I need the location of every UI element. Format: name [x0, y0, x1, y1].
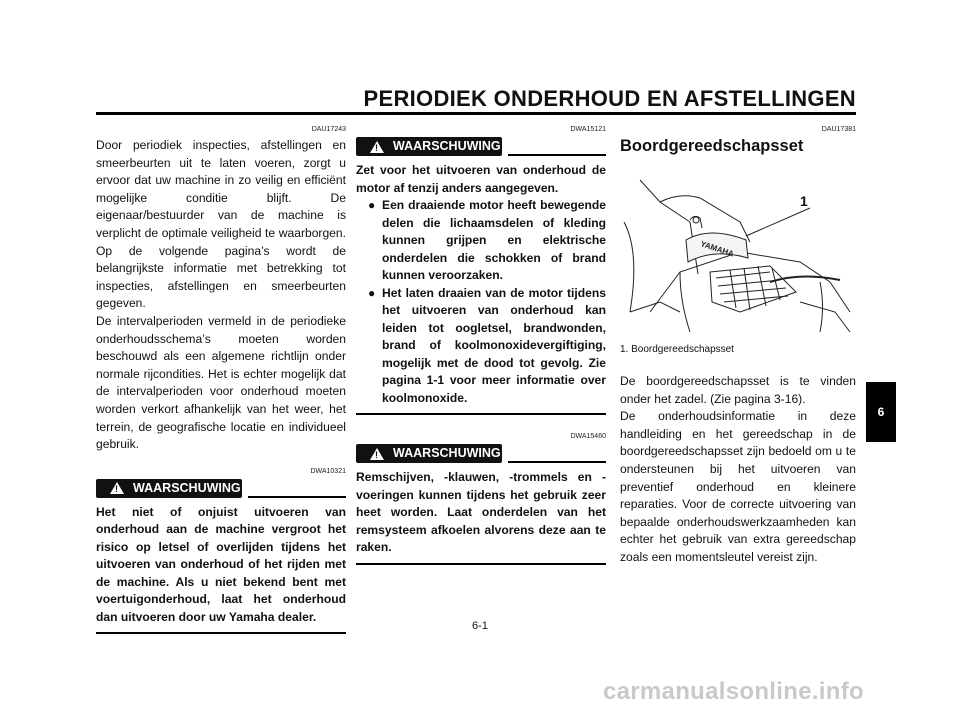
section-code: DAU17243: [311, 126, 346, 133]
warning1-bullets: [356, 197, 606, 407]
warning2-badge: [356, 444, 502, 463]
page-header-title: PERIODIEK ONDERHOUD EN AFSTELLINGEN: [363, 86, 856, 111]
bullet-item: [368, 197, 606, 285]
warning-label: WAARSCHUWING: [133, 480, 241, 495]
column-3: [620, 126, 856, 567]
watermark: carmanualsonline.info: [602, 678, 864, 705]
section-code: DAU17381: [821, 126, 856, 133]
toolkit-text: [620, 373, 856, 567]
figure-caption: 1. Boordgereedschapsset: [620, 344, 734, 355]
warning1-end-rule: [356, 413, 606, 415]
interval-paragraph: De intervalperioden vermeld in de periodieke onderhoudsschema’s moeten worden beschouwd als een algemene richtlijn onder normale rijcondities. Het is echter mogelijk dat de intervalperioden voor onderhoud moeten worden verkort afhankelijk van het weer, het terrein, de geografische locatie en individueel gebruik.: [96, 313, 346, 452]
warning1-label: WAARSCHUWING: [393, 139, 501, 153]
warning-block: [96, 479, 346, 635]
section-title: Boordgereedschapsset: [620, 137, 804, 155]
warning-header-rule: [248, 496, 346, 498]
warning-triangle-icon: !: [370, 141, 384, 153]
warning1-block: [356, 137, 606, 415]
warning1-header-rule: [508, 154, 606, 156]
warning1-text: Zet voor het uitvoeren van onderhoud de motor af tenzij anders aangegeven.: [356, 163, 606, 195]
column-2: [356, 126, 606, 565]
warning-code: DWA10321: [310, 467, 346, 475]
toolkit-illustration: [620, 162, 856, 338]
chapter-tab: 6: [866, 382, 896, 442]
page-number: 6-1: [472, 620, 488, 632]
column-1: [96, 126, 346, 634]
toolkit-paragraph-1: De boordgereedschapsset is te vinden onder het zadel. (Zie pagina 3-16).: [620, 374, 856, 406]
warning1-badge: [356, 137, 502, 156]
figure-callout-number: 1: [800, 193, 808, 209]
warning-triangle-icon: !: [110, 482, 124, 494]
warning-badge: [96, 479, 242, 498]
warning2-header: [356, 444, 606, 463]
intro-text: [96, 137, 346, 454]
warning2-header-rule: [508, 461, 606, 463]
warning-header: [96, 479, 346, 498]
figure-brand-label: YAMAHA: [699, 239, 735, 259]
warning2-end-rule: [356, 563, 606, 565]
warning-text: Het niet of onjuist uitvoeren van onderhoud aan de machine vergroot het risico op letsel of overlijden tijdens het uitvoeren van onderhoud of het rijden met de machine. Als u niet bekend bent met voertuigonderhoud, laat het onderhoud dan uitvoeren door uw Yamaha dealer.: [96, 504, 346, 624]
intro-paragraph: Door periodiek inspecties, afstellingen en smeerbeurten uit te laten voeren, zorgt u ervoor dat uw machine in zo veilig en efficiënt mogelijke conditie blijft. De eigenaar/bestuurder van de machine is verplicht de optimale veiligheid te waarborgen. Op de volgende pagina’s wordt de belangrijkste informatie met betrekking tot inspecties, afstellingen en smeerbeurten gegeven.: [96, 138, 346, 311]
header-rule: [96, 112, 856, 115]
toolkit-figure: [620, 162, 856, 338]
warning-end-rule: [96, 632, 346, 634]
warning1-code: DWA15121: [570, 126, 606, 133]
warning1-header: [356, 137, 606, 156]
warning-triangle-icon: !: [370, 448, 384, 460]
bullet-dot-icon: ●: [368, 198, 376, 212]
bullet-text: Het laten draaien van de motor tijdens het uitvoeren van onderhoud kan leiden tot oogletsel, brandwonden, brand of koolmonoxidevergiftiging, mogelijk met de dood tot gevolg. Zie pagina 1-1 voor meer informatie over koolmonoxide.: [382, 285, 606, 405]
warning2-block: [356, 444, 606, 565]
bullet-text: Een draaiende motor heeft bewegende delen die lichaamsdelen of kleding kunnen grijpen en elektrische onderdelen die schokken of brand kunnen veroorzaken.: [382, 198, 606, 282]
bullet-dot-icon: ●: [368, 285, 376, 300]
bullet-item: [368, 285, 606, 408]
warning2-text: Remschijven, -klauwen, -trommels en -voeringen kunnen tijdens het gebruik zeer heet worden. Laat onderdelen van het remsysteem afkoelen alvorens deze aan te raken.: [356, 470, 606, 554]
warning2-label: WAARSCHUWING: [393, 446, 501, 460]
warning2-code: DWA15460: [570, 433, 606, 440]
toolkit-paragraph-2: De onderhoudsinformatie in deze handleiding en het gereedschap in de boordgereedschapsset zijn bedoeld om u te ondersteunen bij het uitvoeren van preventief onderhoud en kleinere reparaties. Voor de correcte uitvoering van bepaalde onderhoudswerkzaamheden kan echter het gebruik van extra gereedschap zoals een momentsleutel vereist zijn.: [620, 409, 856, 564]
